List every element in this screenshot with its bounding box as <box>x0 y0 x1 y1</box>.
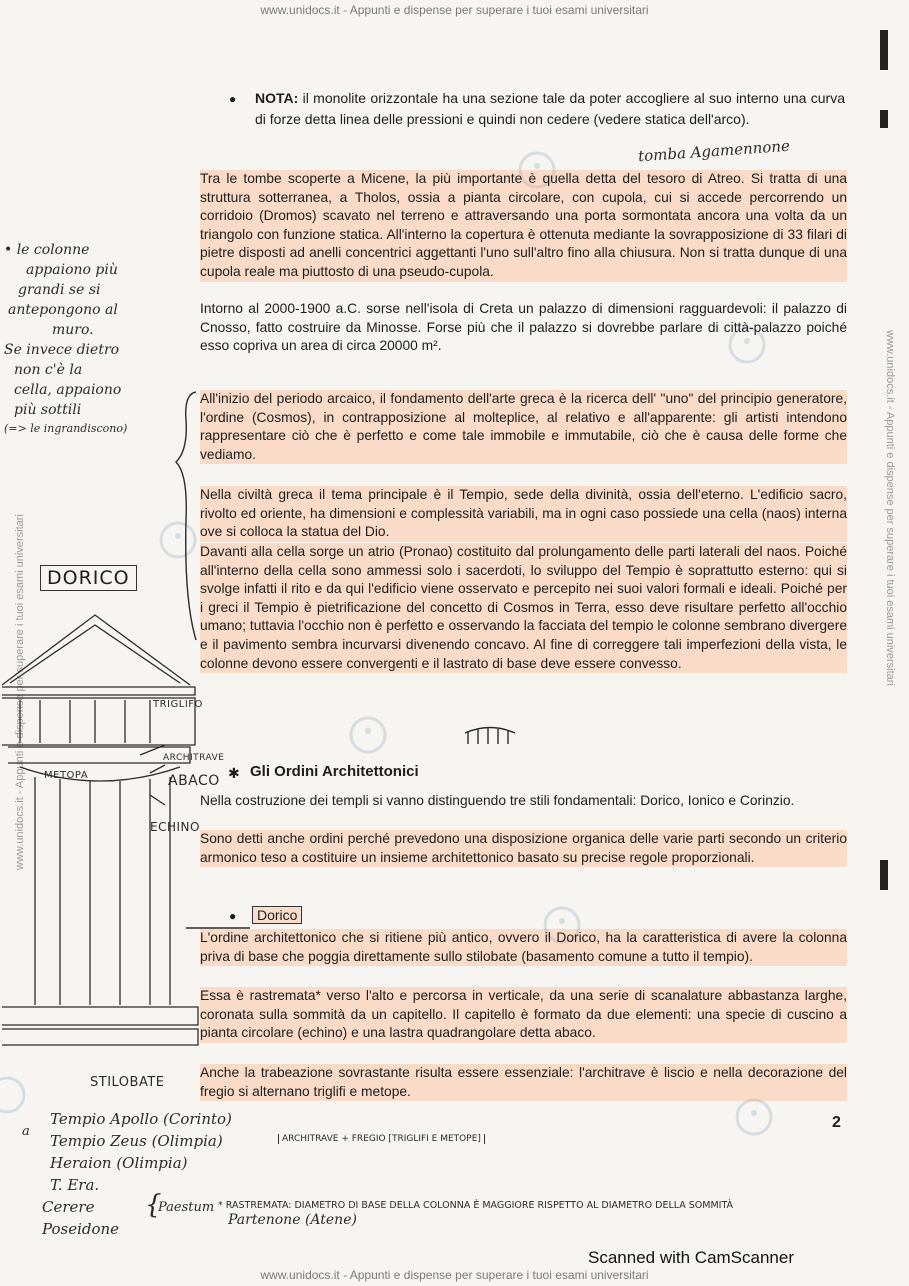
margin-note-line: muro. <box>52 322 94 338</box>
watermark-bottom: www.unidocs.it - Appunti e dispense per superare i tuoi esami universitari <box>260 1268 649 1282</box>
paragraph-periodo-arcaico: All'inizio del periodo arcaico, il fondamento dell'arte greca è la ricerca dell' "uno" del principio generatore, l'ordine (Cosmos), in contrapposizione al molteplice, al relativo e all'apparente: gli artisti intendono rappresentare ciò che è perfetto e come tale immobile e immutabile, ciò che è causa delle forme che vediamo. <box>200 390 847 464</box>
label-metopa: METOPA <box>44 770 89 781</box>
list-marker: a <box>22 1124 30 1139</box>
paragraph-micene: Tra le tombe scoperte a Micene, la più importante è quella detta del tesoro di Atreo. Si tratta di una struttura sotterranea, a Tholos, ossia a pianta circolare, con cupola, cui si accede percorrendo un corridoio (Dromos) scavato nel terreno e attraversando una porta sormontata ancora una volta da un triangolo con funzione statica. All'interno la copertura è ottenuta mediante la sovrapposizione di 33 filari di pietre disposti ad anelli concentrici aggettanti l'uno sull'altro fino alla chiusura. Non si tratta dunque di una cupola reale ma piuttosto di una pseudo-cupola. <box>200 170 847 282</box>
doric-column-drawing <box>0 595 200 1095</box>
note-bullet: ● <box>229 92 237 106</box>
temple-item: Cerere <box>42 1198 95 1216</box>
label-triglifo: TRIGLIFO <box>153 699 203 710</box>
temple-item: Heraion (Olimpia) <box>50 1154 188 1172</box>
note-text: il monolite orizzontale ha una sezione tale da poter accogliere al suo interno una curva di forze detta linea delle pressioni e quindi non cedere (vedere statica dell'arco). <box>255 90 845 127</box>
margin-note-line: più sottili <box>14 402 82 418</box>
dorico-label-box: DORICO <box>40 565 137 591</box>
paragraph-dorico: L'ordine architettonico che si ritiene più antico, ovvero il Dorico, ha la caratteristica di avere la colonna priva di base che poggia direttamente sullo stilobate (basamento comune a tutto il tempio). <box>200 929 847 966</box>
paragraph-creta: Intorno al 2000-1900 a.C. sorse nell'isola di Creta un palazzo di dimensioni ragguardevoli: il palazzo di Cnosso, fatto costruire da Minosse. Forse più che il palazzo si dovrebbe parlare di città-palazzo poiché esso copriva un area di circa 20000 m². <box>200 301 847 354</box>
label-stilobate: STILOBATE <box>90 1075 165 1090</box>
temple-list <box>42 1108 232 1240</box>
watermark-top: www.unidocs.it - Appunti e dispense per superare i tuoi esami universitari <box>260 3 649 17</box>
margin-note-line: non c'è la <box>14 362 83 378</box>
label-echino: ECHINO <box>150 820 200 834</box>
paragraph-tre-stili: Nella costruzione dei templi si vanno distinguendo tre stili fondamentali: Dorico, Ionico e Corinzio. <box>200 793 795 808</box>
paragraph-tempio: Nella civiltà greca il tema principale è il Tempio, sede della divinità, ossia dell'eterno. L'edificio sacro, rivolto ed oriente, ha dimensioni e complessità variabili, ma in ogni caso possiede una cella (naos) interna ove si colloca la statua del Dio. <box>200 486 847 542</box>
watermark-right: www.unidocs.it - Appunti e dispense per superare i tuoi esami universitari <box>884 330 896 686</box>
label-architrave: ARCHITRAVE <box>163 753 225 763</box>
paragraph-trabeazione: Anche la trabeazione sovrastante risulta essere essenziale: l'architrave è liscio e nella decorazione del fregio si alternano triglifi e metope. <box>200 1064 847 1101</box>
dorico-bullet: ● <box>229 909 237 923</box>
temple-item: T. Era. <box>50 1176 100 1194</box>
temple-item: Tempio Zeus (Olimpia) <box>50 1132 223 1150</box>
margin-note-line: cella, appaiono <box>14 382 122 398</box>
margin-note-line: appaiono più <box>26 262 118 278</box>
temple-brace: { <box>145 1190 162 1220</box>
page-number: 2 <box>832 1114 841 1131</box>
paragraph-rastremata: Essa è rastremata* verso l'alto e percorsa in verticale, da una serie di scanalature abbastanza larghe, coronata sulla sommità da un capitello. Il capitello è formato da due elementi: una specie di cuscino a pianta circolare (echino) e una lastra quadrangolare detta abaco. <box>200 987 847 1043</box>
temple-item: Tempio Apollo (Corinto) <box>50 1110 232 1128</box>
temple-item: Poseidone <box>42 1220 120 1238</box>
handwritten-tomba: tomba Agamennone <box>637 136 791 166</box>
dorico-subheading: Dorico <box>252 906 302 924</box>
margin-note-line: antepongono al <box>8 302 118 318</box>
paragraph-ordini: Sono detti anche ordini perché prevedono una disposizione organica delle varie parti secondo un criterio armonico teso a costituire un insieme architettonico basato su precise regole proporzionali. <box>200 830 847 867</box>
margin-note-line: grandi se si <box>18 282 101 298</box>
margin-note-line: • le colonne <box>4 242 90 258</box>
bracket-note: ARCHITRAVE + FREGIO [TRIGLIFI E METOPE] <box>278 1134 485 1144</box>
heading-bullet: ✱ <box>228 765 240 781</box>
section-heading: Gli Ordini Architettonici <box>250 763 419 780</box>
margin-note-line: (=> le ingrandiscono) <box>4 422 128 435</box>
partenone-label: Partenone (Atene) <box>228 1212 357 1228</box>
watermark-left: www.unidocs.it - Appunti e dispense per superare i tuoi esami universitari <box>14 514 26 870</box>
margin-note-line: Se invece dietro <box>4 342 120 358</box>
rastremata-footnote: * RASTREMATA: DIAMETRO DI BASE DELLA COLONNA È MAGGIORE RISPETTO AL DIAMETRO DELLA SOMMITÀ <box>218 1200 734 1211</box>
paragraph-pronao: Davanti alla cella sorge un atrio (Pronao) costituito dal prolungamento delle parti laterali del naos. Poiché all'interno della cella sono ammessi solo i sacerdoti, lo sviluppo del Tempio è soprattutto esterno: qui si svolge infatti il rito e da qui l'edificio viene osservato e percepito nei suoi valori formali e ideali. Poiché per i greci il Tempio è pietrificazione del concetto di Cosmos in Terra, esso deve risultare perfetto all'occhio umano; tuttavia l'occhio non è perfetto e osservando la facciata del tempio le colonne sembrano divergere e il pavimento sembra incurvarsi divenendo concavo. Al fine di correggere tali imperfezioni della vista, le colonne devono essere convergenti e il lastrato di base deve essere convesso. <box>200 543 847 673</box>
paestum-label: Paestum <box>158 1200 215 1215</box>
note-label: NOTA: <box>255 90 299 106</box>
label-abaco: ABACO <box>168 773 220 789</box>
scanner-credit: Scanned with CamScanner <box>588 1248 795 1267</box>
